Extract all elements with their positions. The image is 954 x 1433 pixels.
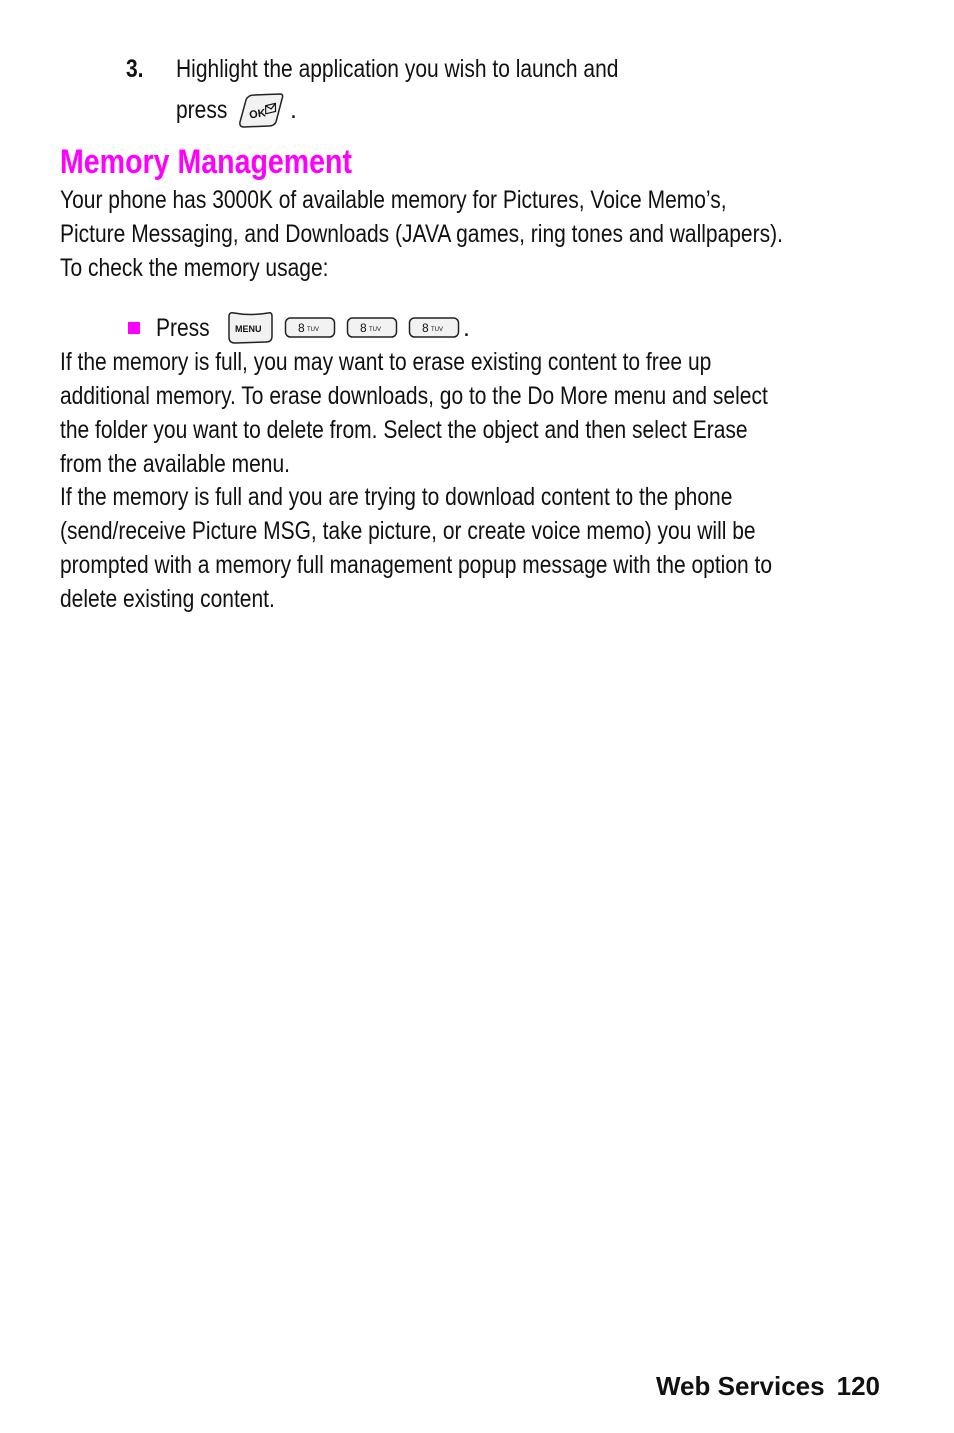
bullet-square-icon: [128, 322, 140, 334]
ok-key-icon: [236, 90, 286, 130]
text-line: additional memory. To erase downloads, go to the Do More menu and select: [60, 382, 768, 410]
menu-key-label: MENU: [235, 324, 262, 334]
step-text: Highlight the application you wish to launch and: [176, 55, 619, 83]
page-footer: [656, 1368, 880, 1404]
key-letters: TUV: [431, 327, 443, 333]
bullet-item: [128, 310, 470, 346]
footer-section-name: Web Services: [655, 1371, 825, 1401]
erase-paragraph: [60, 345, 768, 481]
key-digit: 8: [422, 321, 429, 335]
text-line: from the available menu.: [60, 450, 290, 478]
text-line: If the memory is full, you may want to erase existing content to free up: [60, 348, 712, 376]
press-label: Press: [156, 313, 210, 342]
bullet-period: .: [463, 313, 470, 342]
text-line: the folder you want to delete from. Select the object and then select Erase: [60, 416, 748, 444]
page-number: 120: [836, 1371, 880, 1401]
key-8-icon: [346, 316, 398, 340]
step-period: .: [290, 96, 297, 124]
key-letters: TUV: [307, 327, 319, 333]
memory-full-paragraph: [60, 480, 772, 616]
section-title: Memory Management: [60, 143, 353, 181]
press-label: press: [176, 96, 228, 124]
text-line: (send/receive Picture MSG, take picture, or create voice memo) you will be: [60, 517, 756, 545]
text-line: prompted with a memory full management popup message with the option to: [60, 551, 773, 579]
text-line: Picture Messaging, and Downloads (JAVA games, ring tones and wallpapers).: [60, 220, 783, 248]
text-line: Your phone has 3000K of available memory for Pictures, Voice Memo’s,: [60, 186, 727, 214]
key-digit: 8: [360, 321, 367, 335]
text-line: delete existing content.: [60, 585, 275, 613]
key-letters: TUV: [369, 327, 381, 333]
intro-paragraph: [60, 183, 783, 285]
step-number: 3.: [126, 55, 144, 83]
key-8-icon: [408, 316, 460, 340]
key-digit: 8: [298, 321, 305, 335]
menu-key-icon: [226, 310, 274, 346]
step-text-line2: [176, 90, 297, 130]
key-8-icon: [284, 316, 336, 340]
text-line: To check the memory usage:: [60, 254, 329, 282]
svg-text:OK: OK: [248, 107, 267, 122]
text-line: If the memory is full and you are trying to download content to the phone: [60, 483, 733, 511]
